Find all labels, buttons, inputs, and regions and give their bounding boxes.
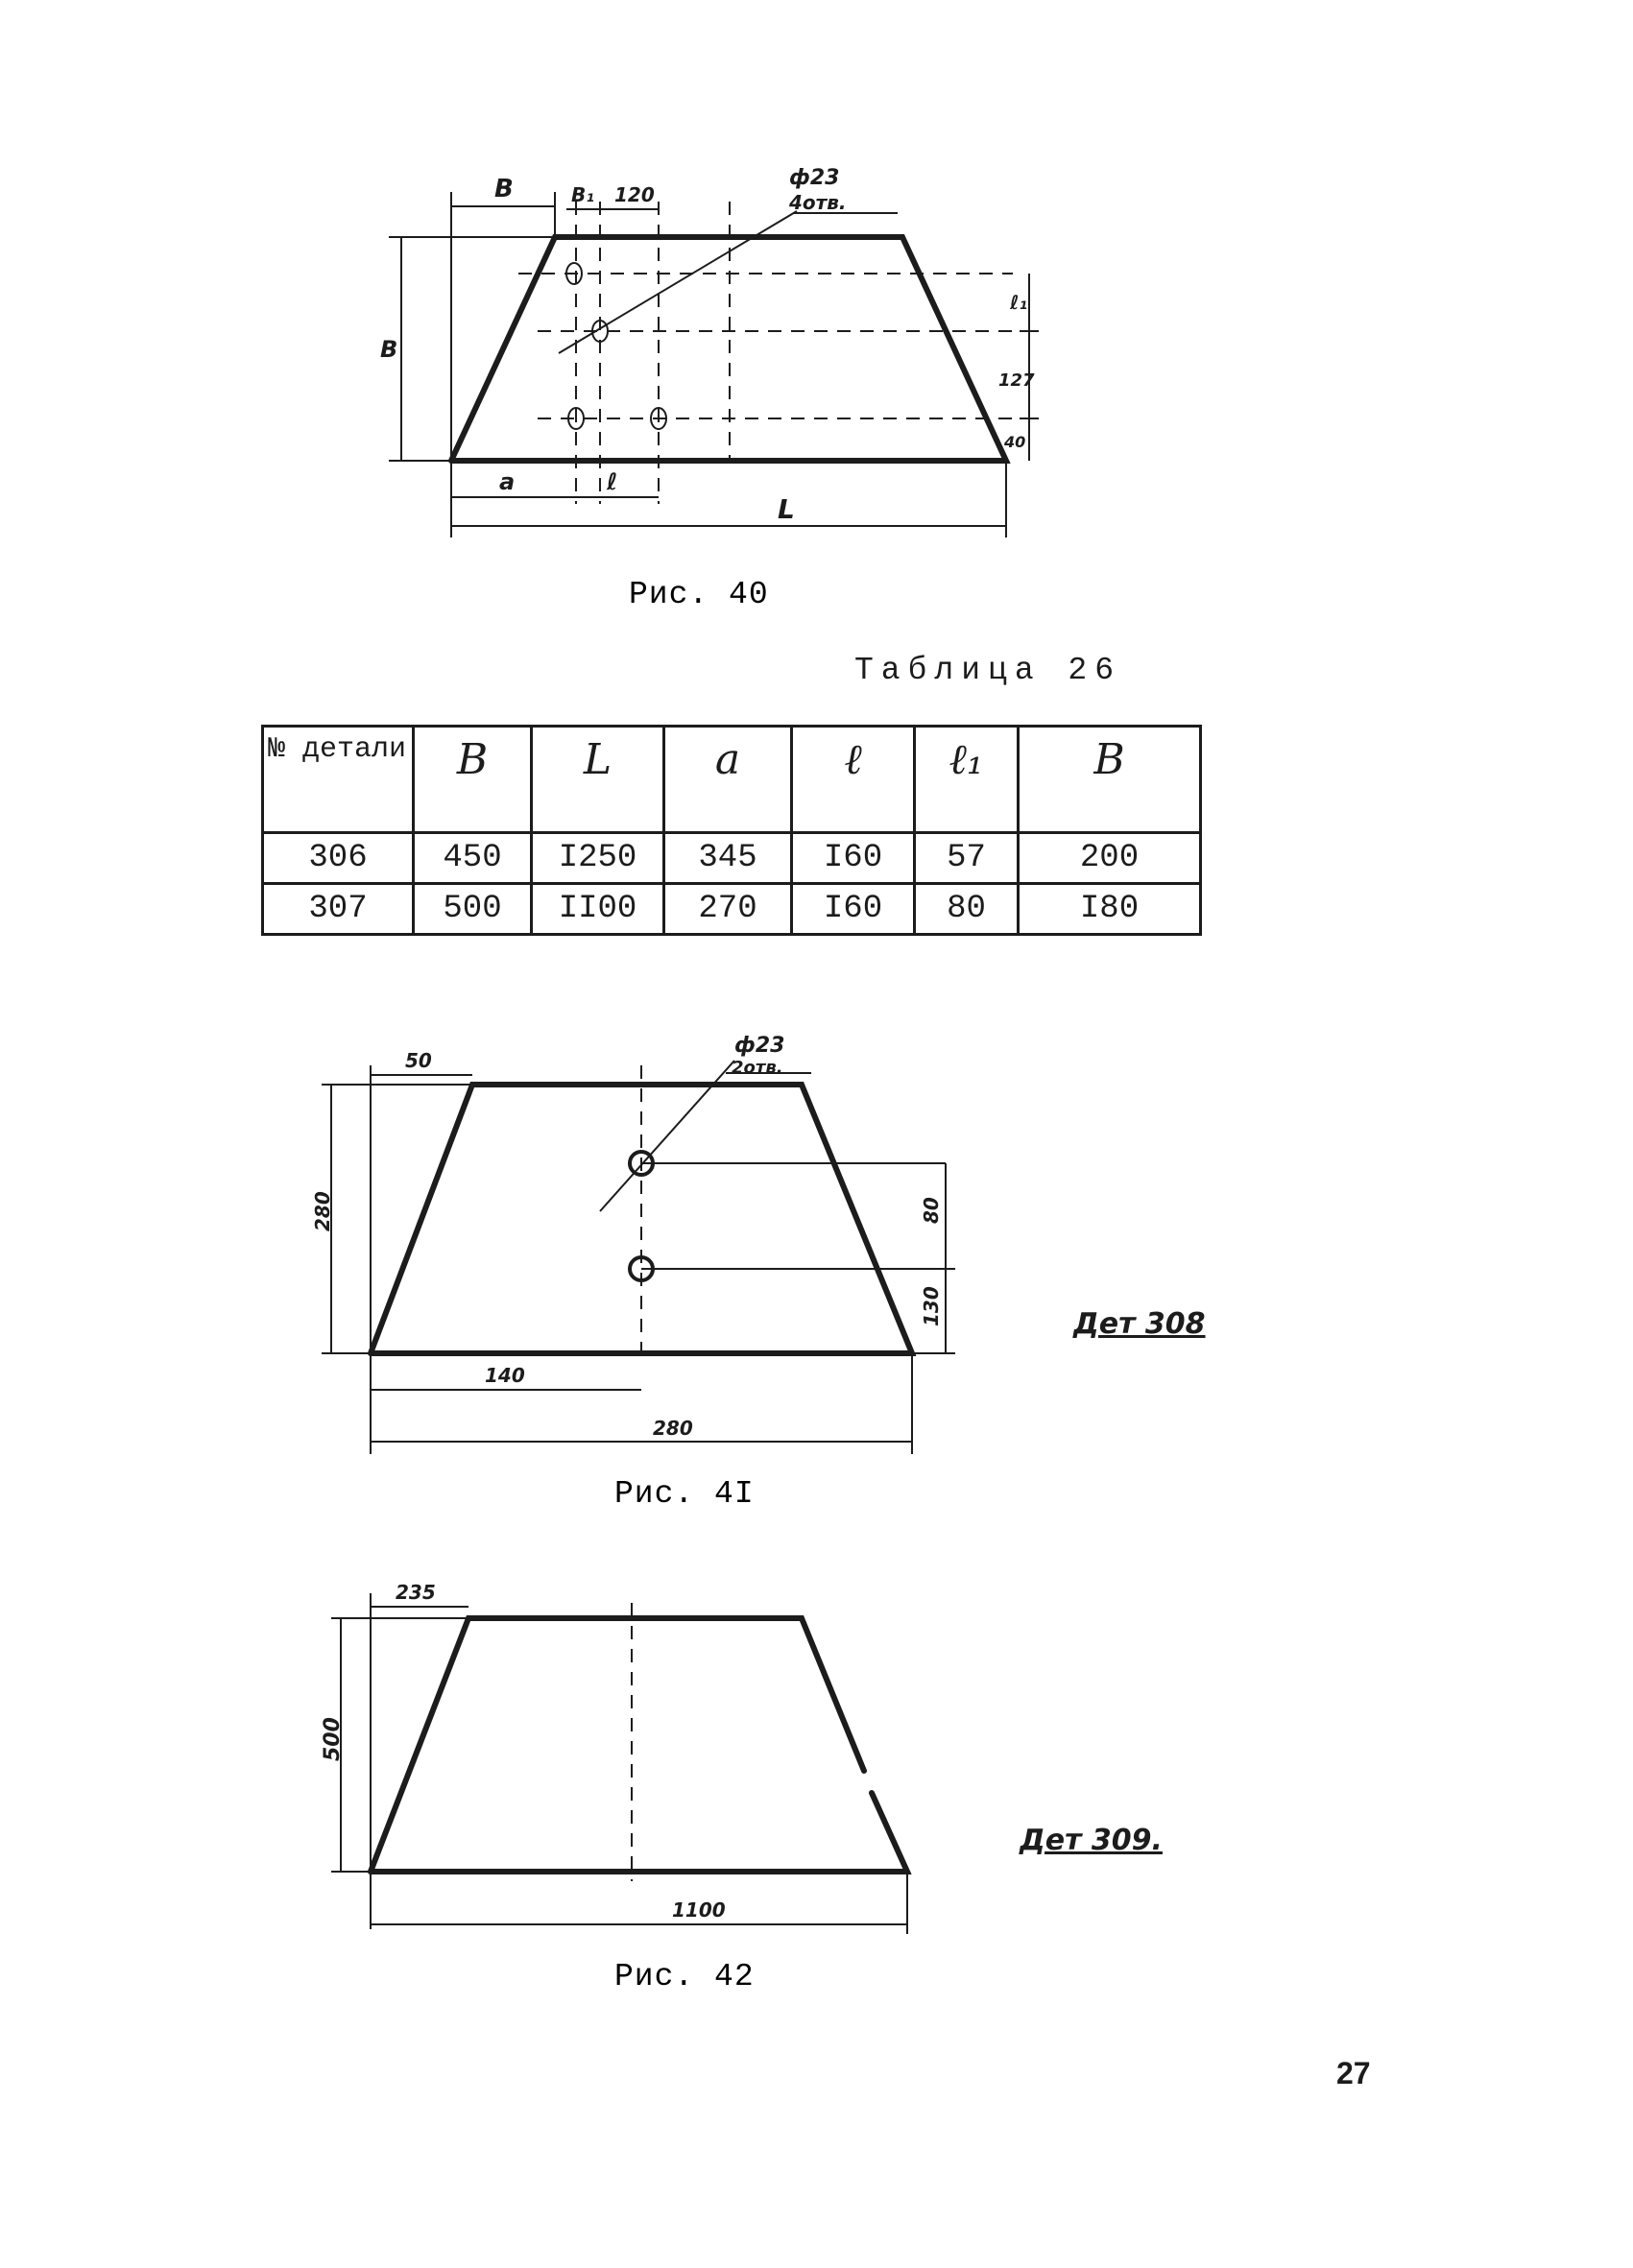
header-a: a — [664, 727, 792, 833]
table-26 — [261, 725, 1202, 936]
table-row — [263, 833, 1201, 884]
cell-part: 307 — [263, 884, 414, 935]
figure-41-drawing — [0, 1008, 1633, 1526]
header-l1: ℓ₁ — [915, 727, 1019, 833]
fig41-label-mid: 140 — [485, 1364, 525, 1387]
fig42-outline — [371, 1618, 864, 1872]
fig41-label-holes-count: 2отв. — [732, 1058, 783, 1078]
fig42-detail-label: Дет 309. — [1020, 1824, 1163, 1857]
fig42-label-top: 235 — [396, 1581, 436, 1604]
page-number: 27 — [1336, 2056, 1371, 2090]
figure-40-drawing — [0, 0, 1633, 612]
fig40-label-B-top: B — [494, 175, 514, 203]
header-B: B — [414, 727, 532, 833]
fig42-label-height: 500 — [321, 1717, 345, 1761]
cell-a: 345 — [664, 833, 792, 884]
fig40-label-L: L — [778, 493, 795, 525]
header-L: L — [532, 727, 664, 833]
fig41-label-top: 50 — [405, 1049, 432, 1072]
fig40-label-r-mid: 127 — [998, 370, 1035, 391]
fig40-label-r-low: 40 — [1004, 433, 1026, 451]
fig41-label-r-lower: 130 — [920, 1286, 943, 1326]
fig42-label-bottom: 1100 — [672, 1898, 726, 1922]
fig41-label-bottom: 280 — [653, 1417, 693, 1440]
fig41-caption: Рис. 4I — [614, 1476, 755, 1512]
table-header-row — [263, 727, 1201, 833]
fig41-label-hole: ф23 — [734, 1034, 785, 1058]
fig41-label-height: 280 — [311, 1191, 334, 1231]
cell-a: 270 — [664, 884, 792, 935]
header-l: ℓ — [792, 727, 915, 833]
fig40-label-120: 120 — [614, 183, 655, 206]
cell-B: 500 — [414, 884, 532, 935]
cell-l1: 57 — [915, 833, 1019, 884]
fig40-label-l: ℓ — [607, 468, 618, 495]
fig42-caption: Рис. 42 — [614, 1959, 755, 1994]
header-part-number: № детали — [263, 727, 414, 833]
fig42-outline-lower — [371, 1793, 907, 1872]
fig40-label-holes-count: 4отв. — [789, 191, 847, 214]
cell-part: 306 — [263, 833, 414, 884]
figure-42-drawing — [0, 1555, 1633, 1996]
cell-B: 450 — [414, 833, 532, 884]
fig40-label-b1: B₁ — [571, 183, 595, 206]
cell-L: I250 — [532, 833, 664, 884]
fig40-label-hole: ф23 — [789, 166, 840, 190]
header-b: B — [1019, 727, 1201, 833]
cell-l: I60 — [792, 884, 915, 935]
fig41-label-r-upper: 80 — [920, 1197, 943, 1224]
cell-b: I80 — [1019, 884, 1201, 935]
fig40-caption: Рис. 40 — [629, 577, 769, 612]
cell-b: 200 — [1019, 833, 1201, 884]
cell-l: I60 — [792, 833, 915, 884]
fig40-label-r-upper: ℓ₁ — [1010, 291, 1028, 314]
fig40-label-a: a — [499, 468, 516, 495]
fig41-detail-label: Дет 308 — [1073, 1307, 1206, 1341]
table26-title: Таблица 26 — [854, 653, 1122, 688]
cell-L: II00 — [532, 884, 664, 935]
cell-l1: 80 — [915, 884, 1019, 935]
table-row — [263, 884, 1201, 935]
fig40-label-height: B — [380, 336, 398, 363]
